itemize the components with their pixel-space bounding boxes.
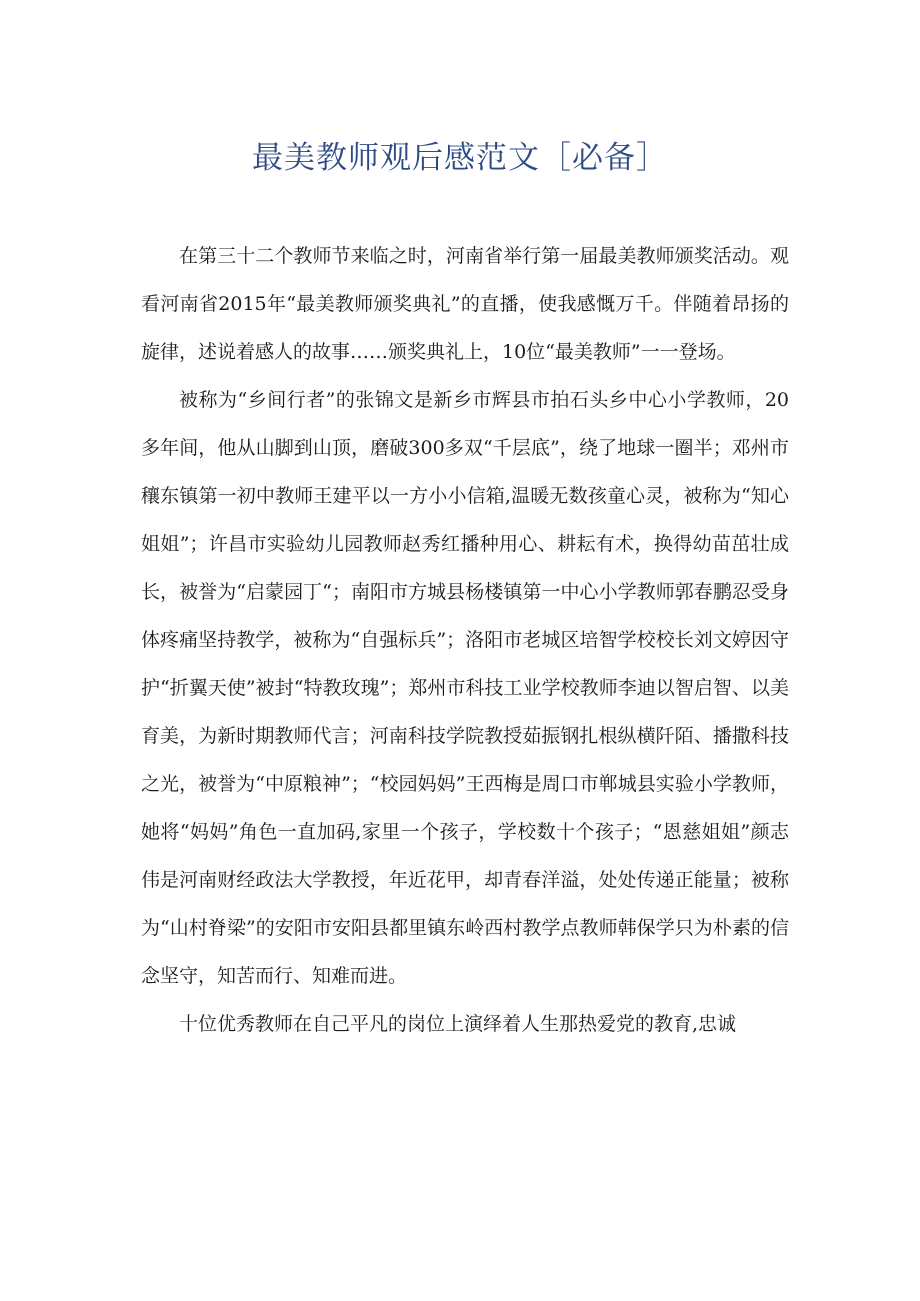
paragraph-intro: 在第三十二个教师节来临之时，河南省举行第一届最美教师颁奖活动。观看河南省2015年“最美教师颁奖典礼”的直播，使我感慨万千。伴随着昂扬的旋律，述说着感人的故事……颁奖典礼上，10位“最美教师”一一登场。 xyxy=(141,245,789,363)
paragraph-teachers: 被称为“乡间行者”的张锦文是新乡市辉县市拍石头乡中心小学教师，20多年间，他从山脚到山顶，磨破300多双“千层底”，绕了地球一圈半；邓州市穰东镇第一初中教师王建平以一方小小信箱,温暖无数孩童心灵，被称为“知心姐姐”；许昌市实验幼儿园教师赵秀红播种用心、耕耘有术，换得幼苗茁壮成长，被誉为“启蒙园丁“；南阳市方城县杨楼镇第一中心小学教师郭春鹏忍受身体疼痛坚持教学，被称为“自强标兵”；洛阳市老城区培智学校校长刘文婷因守护“折翼天使”被封“特教玫瑰”；郑州市科技工业学校教师李迪以智启智、以美育美，为新时期教师代言；河南科技学院教授茹振钢扎根纵横阡陌、播撒科技之光，被誉为“中原粮神”；“校园妈妈”王西梅是周口市郸城县实验小学教师，她将“妈妈”角色一直加码,家里一个孩子，学校数十个孩子；“恩慈姐姐”颜志伟是河南财经政法大学教授，年近花甲，却青春洋溢，处处传递正能量；被称为“山村脊梁”的安阳市安阳县都里镇东岭西村教学点教师韩保学只为朴素的信念坚守，知苦而行、知难而进。 xyxy=(141,389,789,987)
paragraph-conclusion: 十位优秀教师在自己平凡的岗位上演绎着人生那热爱党的教育,忠诚 xyxy=(179,1013,737,1035)
document-body xyxy=(141,232,789,1048)
document-title: 最美教师观后感范文［必备］ xyxy=(252,140,668,176)
